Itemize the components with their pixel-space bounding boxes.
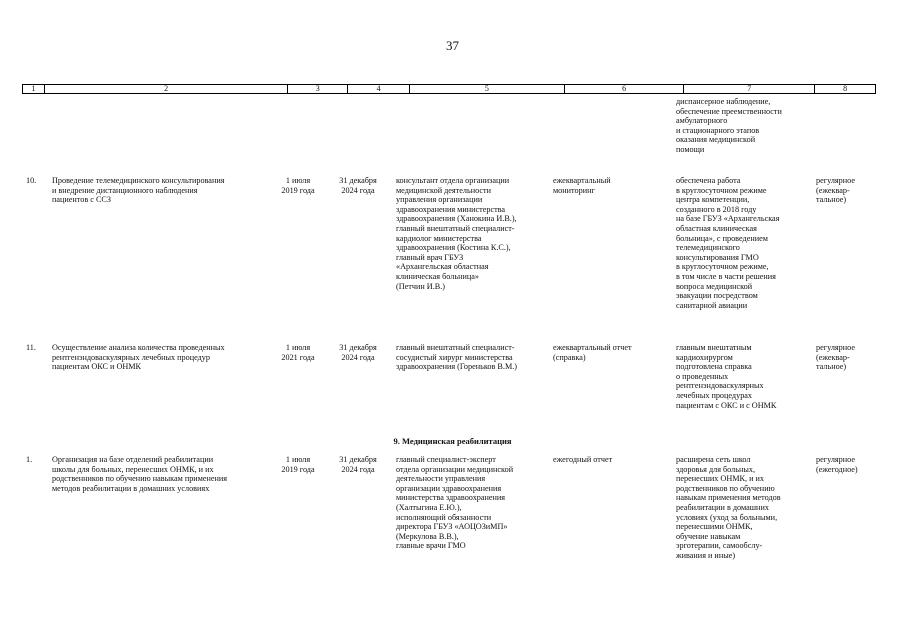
row-10-frequency: регулярное (ежеквар- тальное) (816, 176, 855, 205)
row-11-control: ежеквартальный отчет (справка) (553, 343, 632, 362)
row-10-end: 31 декабря 2024 года (339, 176, 377, 195)
header-col-7: 7 (684, 85, 815, 93)
section-title: 9. Медицинская реабилитация (393, 436, 512, 446)
row-10-start: 1 июля 2019 года (281, 176, 315, 195)
table-header-row (22, 84, 876, 94)
row-11-activity: Осуществление анализа количества проведенных рентгенэндоваскулярных лечебных процедур пациентам ОКС и ОНМК (52, 343, 225, 372)
row-11-start: 1 июля 2021 года (281, 343, 315, 362)
header-col-1: 1 (23, 85, 45, 93)
rehab-row-1-start: 1 июля 2019 года (281, 455, 315, 474)
header-col-3: 3 (288, 85, 348, 93)
page-number: 37 (446, 38, 459, 53)
header-col-8: 8 (843, 84, 848, 93)
header-col-5: 5 (410, 85, 565, 93)
row-10-responsible: консультант отдела организации медицинской деятельности управления организации здравоохранения министерства здравоохранения (Ханокина И.В.), главный внештатный специалист- кардиолог министерства здравоохранения (Костина К.С.), главный врач ГБУЗ «Архангельская областная клиническая больница» (Петчин И.В.) (396, 176, 517, 291)
rehab-row-1-activity: Организация на базе отделений реабилитации школы для больных, перенесших ОНМК, и их родственников по обучению навыкам применения методов реабилитации в домашних условиях (52, 455, 228, 493)
rehab-row-1-result: расширена сеть школ здоровья для больных, перенесших ОНМК, и их родственников по обучению навыкам применения методов реабилитации в домашних условиях (уход за больными, перенесшими ОНМК, обучение навыкам эрготерапии, самообслу- живания и иные) (676, 455, 781, 560)
header-col-6: 6 (565, 85, 685, 93)
row-10-control: ежеквартальный мониторинг (553, 176, 611, 195)
header-col-4: 4 (348, 85, 410, 93)
rehab-row-1-end: 31 декабря 2024 года (339, 455, 377, 474)
row-10-number: 10. (26, 176, 37, 185)
row-11-result: главным внештатным кардиохирургом подготовлена справка о проведенных рентгенэндоваскулярных лечебных процедурах пациентам с ОКС и с ОНМК (676, 343, 777, 410)
rehab-row-1-responsible: главный специалист-эксперт отдела организации медицинской деятельности управления организации здравоохранения министерства здравоохранения (Халтыгина Е.Ю.), исполняющий обязанности директора ГБУЗ «АОЦОЗиМП» (Меркулова В.В.), главные врачи ГМО (396, 455, 514, 551)
row-10-activity: Проведение телемедицинского консультирования и внедрение дистанционного наблюдения пациентов с ССЗ (52, 176, 225, 205)
row-11-frequency: регулярное (ежеквар- тальное) (816, 343, 855, 372)
carry-over-result: диспансерное наблюдение, обеспечение преемственности амбулаторного и стационарного этапов оказания медицинской помощи (676, 97, 782, 154)
header-col-2: 2 (45, 85, 288, 93)
rehab-row-1-control: ежегодный отчет (553, 455, 613, 464)
row-11-end: 31 декабря 2024 года (339, 343, 377, 362)
row-11-responsible: главный внештатный специалист- сосудистый хирург министерства здравоохранения (Гореньков В.М.) (396, 343, 517, 372)
row-10-result: обеспечена работа в круглосуточном режиме центра компетенции, созданного в 2018 году на базе ГБУЗ «Архангельская областная клиническая больница», с проведением телемедицинского консультирования ГМО в круглосуточном режиме, в том числе в части решения вопроса медицинской эвакуации посредством санитарной авиации (676, 176, 780, 310)
row-11-number: 11. (26, 343, 36, 352)
rehab-row-1-number: 1. (26, 455, 33, 464)
rehab-row-1-frequency: регулярное (ежегодное) (816, 455, 858, 474)
